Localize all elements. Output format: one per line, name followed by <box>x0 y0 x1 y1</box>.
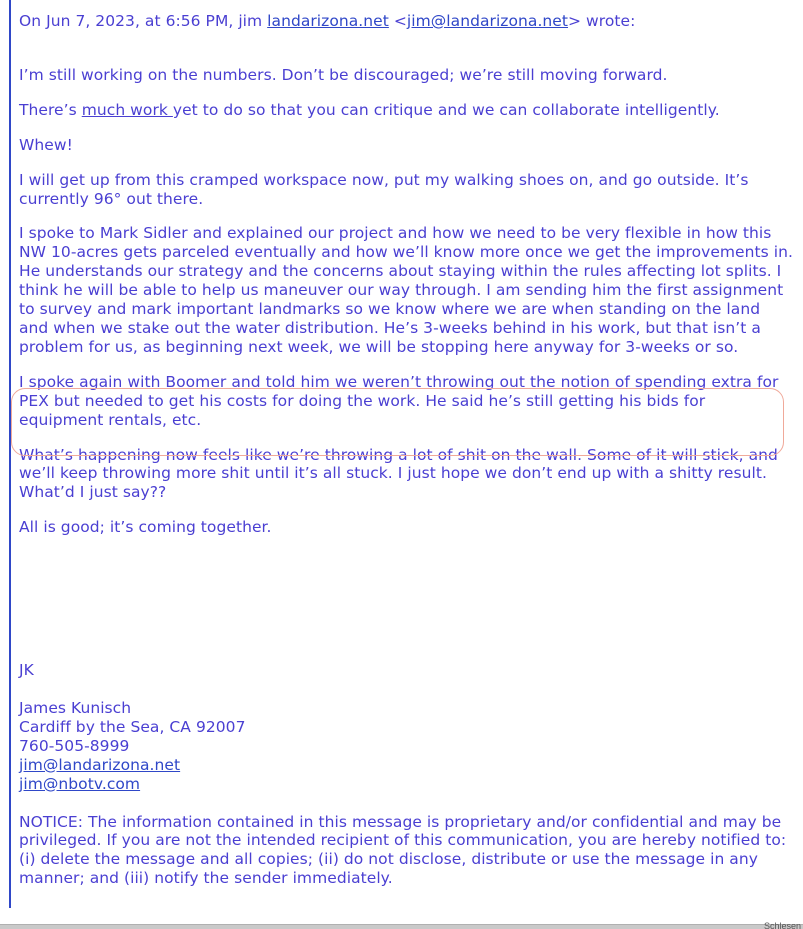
quote-header <box>19 12 794 31</box>
partial-footer-label: Schlesen <box>763 921 801 929</box>
signature-city: Cardiff by the Sea, CA 92007 <box>19 717 246 736</box>
paragraph-much-work-before: There’s <box>19 100 82 119</box>
paragraph-throwing: What’s happening now feels like we’re throwing a lot of shit on the wall. Some of it will stick, and we’ll keep throwing more shit until it’s all stuck. I just hope we don’t end up with a shitty result. What’d I just say?? <box>19 445 778 502</box>
legal-notice: NOTICE: The information contained in this message is proprietary and/or confidential and may be privileged. If you are not the intended recipient of this communication, you are hereby notified to: (i) delete the message and all copies; (ii) do not disclose, distribute or use the message in any manner; and (iii) notify the sender immediately. <box>19 812 787 888</box>
signature-name: James Kunisch <box>19 699 132 718</box>
quote-header-suffix: > wrote: <box>568 12 636 30</box>
paragraph-much-work-after: yet to do so that you can critique and we can collaborate intelligently. <box>172 100 720 119</box>
paragraph-mark-sidler: I spoke to Mark Sidler and explained our project and how we need to be very flexible in how this NW 10-acres gets parceled eventually and how we’ll know more once we get the improvements in. He understands our strategy and the concerns about staying within the rules affecting lot splits. I think he will be able to help us maneuver our way through. I am sending him the first assignment to survey and mark important landmarks so we know where we are when standing on the land and when we stake out the water distribution. He’s 3-weeks behind in his work, but that isn’t a problem for us, as beginning next week, we will be stopping here anyway for 3-weeks or so. <box>19 224 793 356</box>
bottom-scroll-strip <box>0 924 803 929</box>
sender-name-link[interactable]: landarizona.net <box>267 12 389 30</box>
quote-header-prefix: On Jun 7, 2023, at 6:56 PM, jim <box>19 12 268 30</box>
signature-email-link-2[interactable]: jim@nbotv.com <box>19 774 141 793</box>
sender-email-link[interactable]: jim@landarizona.net <box>406 12 569 30</box>
underlined-text: much work <box>81 100 173 119</box>
signature-email-1 <box>19 756 794 775</box>
paragraph-numbers: I’m still working on the numbers. Don’t be discouraged; we’re still moving forward. <box>19 65 668 84</box>
paragraph-boomer: I spoke again with Boomer and told him we weren’t throwing out the notion of spending extra for PEX but needed to get his costs for doing the work. He said he’s still getting his bids for equipment rentals, etc. <box>19 372 779 429</box>
signature-email-2 <box>19 775 794 794</box>
signature-email-link-1[interactable]: jim@landarizona.net <box>19 755 181 774</box>
paragraph-much-work <box>19 101 794 120</box>
quote-bar <box>9 0 11 908</box>
quoted-email-body <box>19 12 794 888</box>
paragraph-whew: Whew! <box>19 135 73 154</box>
signature-phone: 760-505-8999 <box>19 736 130 755</box>
paragraph-all-good: All is good; it’s coming together. <box>19 518 272 537</box>
signature-initials: JK <box>19 661 34 680</box>
quote-header-lt: < <box>388 12 407 30</box>
paragraph-walking: I will get up from this cramped workspace now, put my walking shoes on, and go outside. It’s currently 96° out there. <box>19 170 749 208</box>
